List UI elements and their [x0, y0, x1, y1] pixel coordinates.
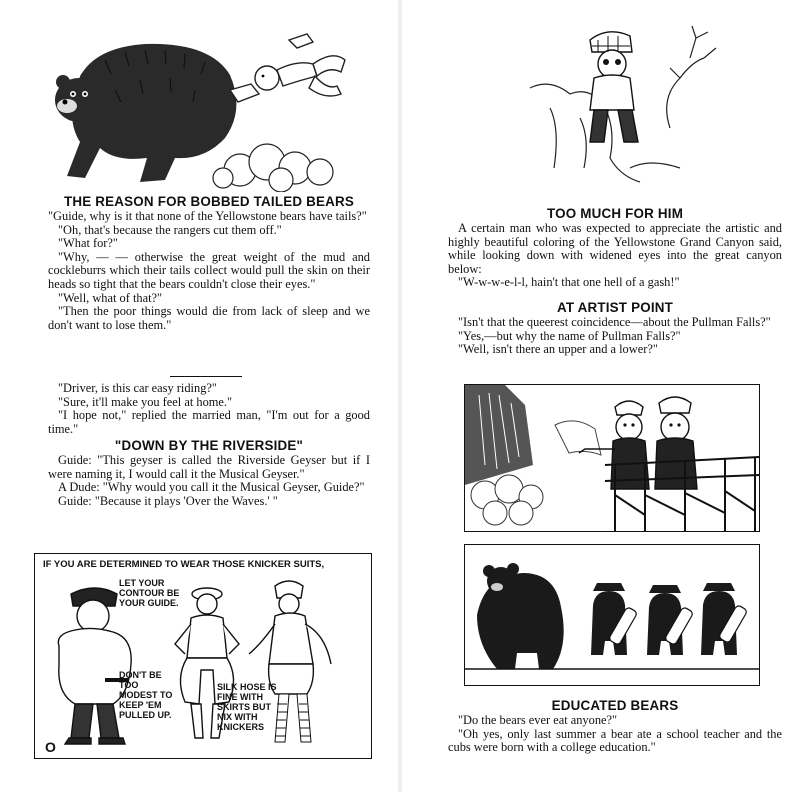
educated-bears-title: EDUCATED BEARS — [551, 698, 679, 713]
bears-line: "What for?" — [58, 236, 118, 251]
artist-point-line: "Well, isn't there an upper and a lower?" — [458, 342, 658, 357]
artist-point-line: "Isn't that the queerest coincidence—about the Pullman Falls?" — [458, 315, 771, 329]
educated-bears-cartoon — [464, 544, 760, 686]
bear-ranger-illustration — [45, 30, 365, 192]
educated-line: "Do the bears ever eat anyone?" — [458, 713, 618, 727]
riverside-line: A Dude: "Why would you call it the Musical Geyser, Guide?" — [58, 480, 365, 495]
divider — [170, 376, 242, 377]
bears-line: "Oh, that's because the rangers cut them off." — [58, 222, 282, 237]
falls-cartoon — [464, 384, 760, 532]
canyon-illustration — [520, 18, 730, 186]
riverside-title: "DOWN BY THE RIVERSIDE" — [114, 438, 304, 453]
bears-line: "Guide, why is it that none of the Yellowstone bears have tails?" — [48, 209, 367, 223]
bears-line: "Why, — — otherwise the great weight of the mud and cockleburrs which their tails collect would pull the skin on their heads so tight that the bears couldn't close their eyes." — [48, 249, 370, 291]
knicker-heading: IF YOU ARE DETERMINED TO WEAR THOSE KNICKER SUITS, — [43, 559, 325, 570]
bears-line: "Then the poor things would die from lack of sleep and we don't want to lose them." — [48, 304, 370, 332]
educated-bears-article — [448, 698, 782, 755]
riverside-line: Guide: "Because it plays 'Over the Waves.' " — [58, 493, 278, 508]
driver-joke — [48, 382, 370, 436]
driver-line: "I hope not," replied the married man, "I'm out for a good time." — [48, 408, 370, 436]
educated-line: "Oh yes, only last summer a bear ate a school teacher and the cubs were born with a college education." — [448, 726, 782, 755]
bubble-modest: DON'T BE TOO MODEST TO KEEP 'EM PULLED UP. — [119, 670, 173, 720]
bubble-silk-hose: SILK HOSE IS FINE WITH SKIRTS BUT NIX WITH KNICKERS — [217, 682, 277, 732]
bears-title: THE REASON FOR BOBBED TAILED BEARS — [64, 194, 354, 209]
too-much-title: TOO MUCH FOR HIM — [546, 206, 684, 221]
artist-point-title: AT ARTIST POINT — [556, 300, 674, 315]
svg-text:O: O — [45, 739, 56, 755]
too-much-line: "W-w-w-e-l-l, hain't that one hell of a gash!" — [458, 275, 680, 290]
riverside-article — [48, 438, 370, 508]
too-much-line: A certain man who was expected to appreciate the artistic and highly beautiful coloring of the Yellowstone Grand Canyon said, while looking down with widened eyes into the great canyon below: — [448, 221, 782, 276]
driver-line: "Sure, it'll make you feel at home." — [58, 394, 233, 409]
bubble-contour: LET YOUR CONTOUR BE YOUR GUIDE. — [119, 578, 180, 608]
bears-line: "Well, what of that?" — [58, 290, 163, 305]
artist-point-article — [448, 300, 782, 357]
bears-article — [48, 194, 370, 332]
riverside-line: Guide: "This geyser is called the Riverside Geyser but if I were naming it, I would call it the Musical Geyser." — [48, 453, 370, 481]
too-much-article — [448, 206, 782, 290]
knicker-cartoon — [34, 553, 372, 759]
driver-line: "Driver, is this car easy riding?" — [58, 381, 217, 395]
right-page — [400, 0, 800, 792]
artist-point-line: "Yes,—but why the name of Pullman Falls?" — [458, 328, 681, 343]
